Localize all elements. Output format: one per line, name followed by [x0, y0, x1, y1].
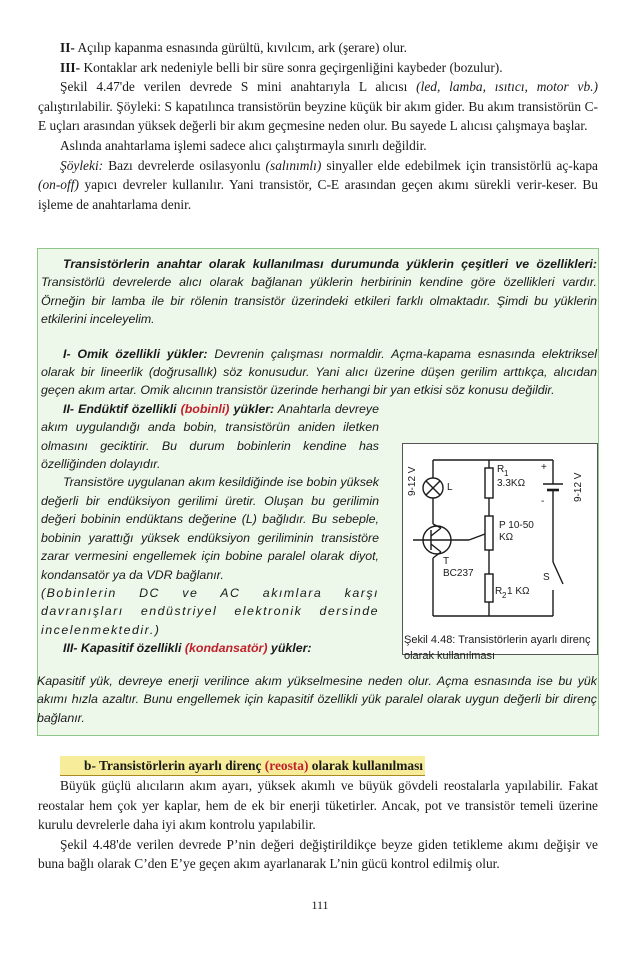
- pot-resistor: [485, 516, 493, 550]
- item-ii: [38, 38, 598, 58]
- capacitive-heading-red: (kondansatör): [184, 641, 268, 656]
- inductive-text: Anahtarla devreye akım uygulandığı anda bobin, transistörün aniden iletken olmasını geciktirir. Bu durum bobinlerin kendine has özelliğinden dolayıdır.: [41, 401, 379, 472]
- italic-run: (salınımlı): [265, 157, 322, 173]
- rheostat-paragraph-1: Büyük güçlü alıcıların akım ayarı, yüksek akımlı ve büyük gövdeli reostalarla yapılabilir. Fakat reostalar hem çok yer kaplar, hem de ek bir enerji tüketirler. Ancak, pot ve transistör temeli üzerine kurulu devrelerle daha iyi akım kontrolu yapılabilir.: [38, 778, 598, 833]
- transistor-collector: [431, 528, 441, 536]
- capacitive-text-block: [37, 672, 597, 727]
- battery-minus: -: [541, 496, 545, 507]
- figure-caption: Şekil 4.48: Transistörlerin ayarlı direnç olarak kullanılması: [404, 634, 591, 662]
- paragraph-switching-note: Aslında anahtarlama işlemi sadece alıcı çalıştırmayla sınırlı değildir.: [60, 137, 427, 153]
- inductive-heading-end: yükler:: [229, 401, 275, 416]
- text-run: yapıcı devreler kullanılır. Yani transistör, C-E arasından geçen akımı sürekli verir-keser. Bu işleme de anahtarlama denir.: [38, 177, 598, 212]
- switch-lever: [553, 562, 563, 584]
- text-run: çalıştırılabilir. Şöyleki: S kapatılınca transistörün beyzine küçük bir akım gider. Bu akım transistörün C-E uçları arasından yüksek değerli bir akım geçmesine neden olur. Bu sayede L alıcısı çalışmaya başlar.: [38, 98, 598, 134]
- r2-resistor: [485, 574, 493, 602]
- rheostat-heading-line: [38, 756, 598, 776]
- capacitive-text: Kapasitif yük, devreye enerji verilince akım yükselmesine neden olur. Açma esnasında ise bu yük akımı hızla azaltır. Bunu engellemek için kapasitif özellikli yük paralel olarak uygun değerli bir direnç bağlanır.: [37, 674, 597, 725]
- r1-subscript: 1: [504, 469, 509, 478]
- paragraph-switch-circuit: [38, 77, 598, 136]
- r1-label: R: [497, 464, 505, 475]
- inductive-paragraph-3: (Bobinlerin DC ve AC akımlara karşı davranışları endüstriyel elektronik dersinde incelenmektedir.): [41, 585, 379, 637]
- switch-label: S: [543, 572, 550, 583]
- capacitive-heading-line: [41, 639, 379, 657]
- italic-run: Şöyleki:: [60, 157, 104, 173]
- pot-wiper: [469, 534, 485, 540]
- r2-subscript: 2: [502, 591, 507, 600]
- ohmic-loads: [41, 345, 597, 400]
- ohmic-heading: I- Omik özellikli yükler:: [63, 346, 208, 361]
- voltage-label-right: 9-12 V: [573, 472, 584, 502]
- pot-label: P 10-50: [499, 520, 534, 531]
- page-number: 111: [311, 898, 329, 912]
- r2-label: R: [495, 586, 503, 597]
- transistor-emitter: [431, 544, 441, 552]
- circuit-diagram: [403, 444, 597, 630]
- item-ii-text: Açılıp kapanma esnasında gürültü, kıvılcım, ark (şerare) olur.: [74, 40, 407, 55]
- heading-red-run: (reosta): [264, 758, 309, 773]
- text-run: Şekil 4.47'de verilen devrede S mini anahtarıyla L alıcısı: [60, 79, 417, 95]
- paragraph-oscillation: [38, 156, 598, 215]
- rheostat-paragraph-2: Şekil 4.48'de verilen devrede P’nin değeri değiştirildikçe beyze giden tetikleme akımı değişir ve buna bağlı olarak C’den E’ye geçen akım ayarlanarak L’nin gücü kontrol edilmiş olur.: [38, 836, 598, 872]
- r1-value: 3.3KΩ: [497, 478, 526, 489]
- italic-run: (on-off): [38, 177, 79, 193]
- item-ii-label: II-: [60, 40, 75, 55]
- item-iii: [38, 58, 598, 78]
- capacitive-heading-end: yükler:: [267, 641, 312, 656]
- wire: [433, 552, 441, 558]
- voltage-label-left: 9-12 V: [407, 466, 418, 496]
- lamp-label: L: [447, 482, 453, 493]
- inductive-heading: II- Endüktif özellikli: [63, 401, 181, 416]
- ohmic-text: Devrenin çalışması normaldir. Açma-kapama esnasında elektriksel olarak bir lineerlik (doğrusallık) söz konusudur. Yani alıcı üzerine düşen gerilim arttıkça, alıcıdan geçen akım artar. Omik alıcının transistör üzerinde herhangi bir yan etkisi söz konusu değildir.: [41, 346, 597, 398]
- inductive-paragraph-2: Transistöre uygulanan akım kesildiğinde ise bobin yüksek değerli bir endüksiyon gerilimi üretir. Oluşan bu gerilimin değeri bobinin endüktans değerine (L) bağlıdır. Bu sebeple, bobinin yarattığı yüksek endüksiyon geriliminin transistöre zarar vermesini engellemek için bobine paralel olarak diyot, kondansatör ya da VDR bağlanır.: [41, 475, 379, 582]
- inductive-heading-red: (bobinli): [180, 401, 230, 416]
- circuit-figure: [402, 443, 598, 655]
- box-intro-text: Transistörlü devrelerde alıcı olarak bağlanan yüklerin herbirinin kendine göre özellikleri vardır. Örneğin bir lamba ile bir rölenin transistör üzerindeki etkileri farklı olmaktadır. Şimdi bu yüklerin etkilerini inceleyelim.: [41, 275, 597, 327]
- battery-plus: +: [541, 462, 547, 473]
- rheostat-section: [38, 756, 598, 874]
- text-run: Bazı devrelerde osilasyonlu: [103, 157, 266, 173]
- text-run: sinyaller elde edebilmek için transistörlü aç-kapa: [321, 157, 598, 173]
- r1-resistor: [485, 468, 493, 498]
- inductive-loads: [41, 400, 379, 474]
- item-iii-label: III-: [60, 59, 81, 75]
- box-intro-title: Transistörlerin anahtar olarak kullanılması durumunda yüklerin çeşitleri ve özellikleri:: [63, 257, 597, 271]
- intro-text-block: [38, 38, 598, 214]
- capacitive-heading: III- Kapasitif özellikli: [63, 641, 185, 656]
- pot-value: KΩ: [499, 532, 514, 543]
- r2-value: 1 KΩ: [507, 586, 530, 597]
- italic-run: (led, lamba, ısıtıcı, motor vb.): [416, 79, 598, 95]
- heading-run: b- Transistörlerin ayarlı direnç: [84, 758, 265, 773]
- heading-run: olarak kullanılması: [308, 758, 423, 773]
- item-iii-text: Kontaklar ark nedeniyle belli bir süre sonra geçirgenliğini kaybeder (bozulur).: [80, 59, 503, 75]
- rheostat-heading: [60, 756, 425, 776]
- transistor-model: BC237: [443, 568, 474, 579]
- transistor-label: T: [443, 556, 450, 567]
- box-intro: [41, 255, 597, 329]
